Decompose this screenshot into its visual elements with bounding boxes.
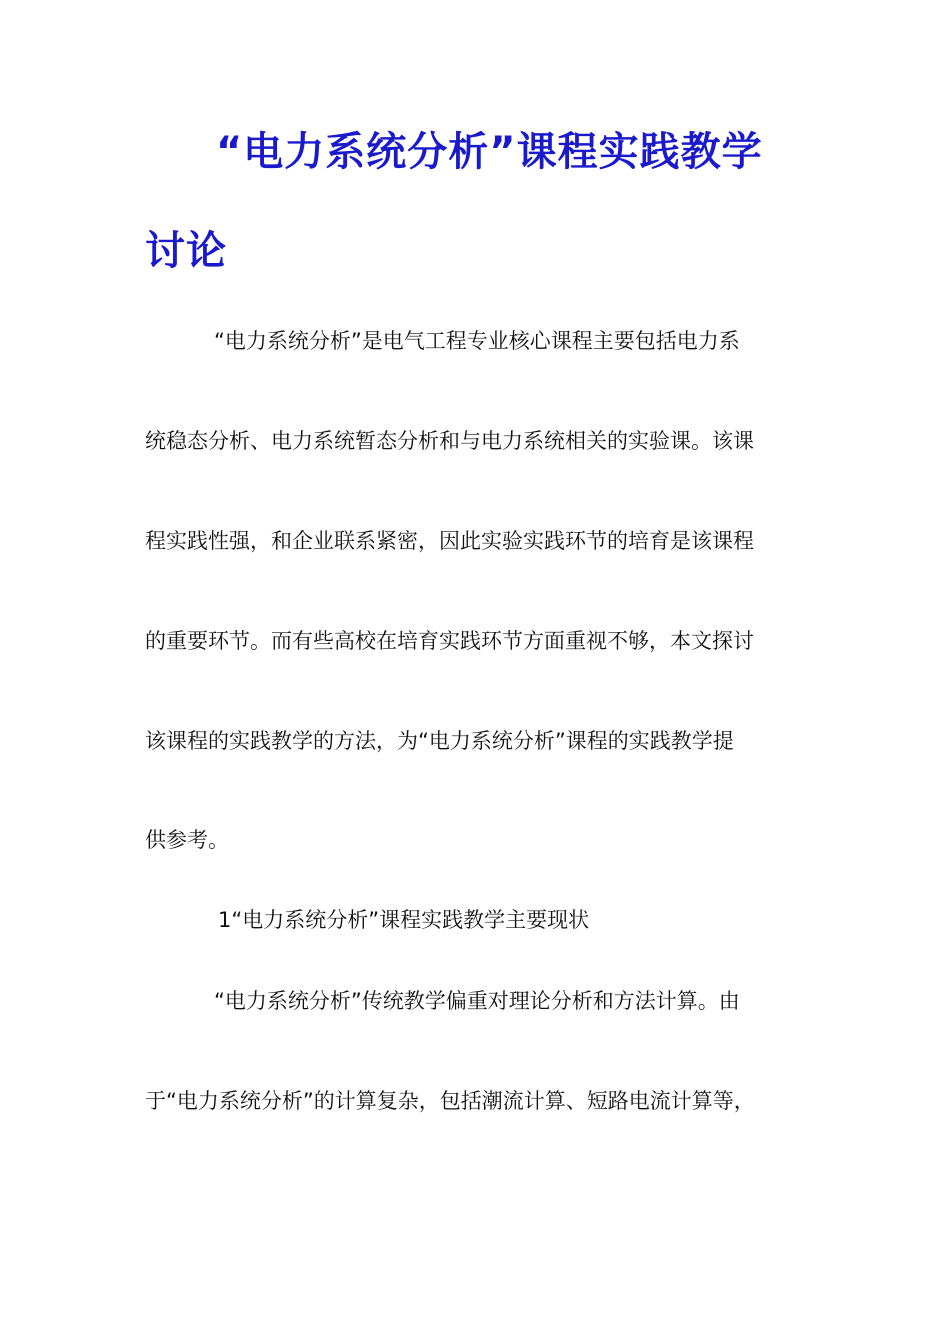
document-title-line-1: “电力系统分析”课程实践教学: [216, 129, 763, 175]
section-1-paragraph-line: “电力系统分析”传统教学偏重对理论分析和方法计算。由: [214, 989, 740, 1013]
intro-paragraph-line: 统稳态分析、电力系统暂态分析和与电力系统相关的实验课。该课: [145, 429, 754, 453]
intro-paragraph-line: 供参考。: [145, 828, 229, 852]
intro-paragraph-line: “电力系统分析”是电气工程专业核心课程主要包括电力系: [214, 329, 740, 353]
section-1-paragraph-line: 于“电力系统分析”的计算复杂，包括潮流计算、短路电流计算等，: [145, 1089, 755, 1113]
document-title-line-2: 讨论: [145, 228, 227, 274]
intro-paragraph-line: 程实践性强，和企业联系紧密，因此实验实践环节的培育是该课程: [145, 529, 754, 553]
intro-paragraph-line: 的重要环节。而有些高校在培育实践环节方面重视不够，本文探讨: [145, 629, 754, 653]
intro-paragraph-line: 该课程的实践教学的方法，为“电力系统分析”课程的实践教学提: [145, 729, 734, 753]
section-1-heading: 1“电力系统分析”课程实践教学主要现状: [218, 908, 590, 932]
